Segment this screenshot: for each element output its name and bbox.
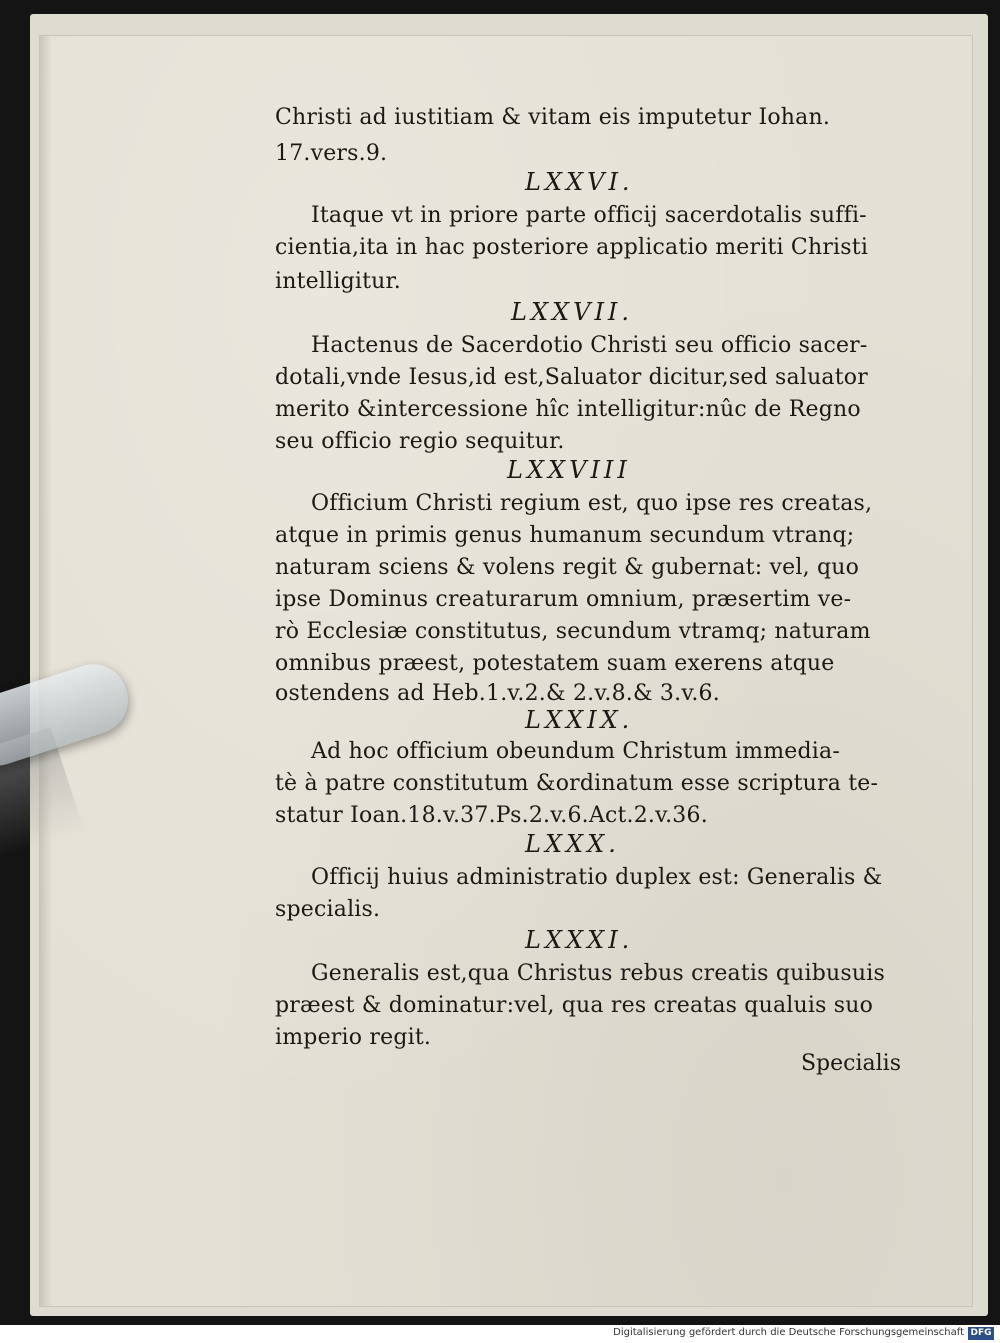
- text-line: Officij huius administratio duplex est: Generalis &: [311, 865, 883, 890]
- text-line: seu officio regio sequitur.: [275, 429, 565, 454]
- text-line: 17.vers.9.: [275, 141, 388, 166]
- text-line: Ad hoc officium obeundum Christum immedia-: [311, 739, 840, 764]
- text-line: intelligitur.: [275, 269, 401, 294]
- text-line: tè à patre constitutum &ordinatum esse scriptura te-: [275, 771, 879, 796]
- footer-credit: Digitalisierung gefördert durch die Deutsche Forschungsgemeinschaft: [613, 1327, 964, 1338]
- text-line: Officium Christi regium est, quo ipse res creatas,: [311, 491, 873, 516]
- text-line: naturam sciens & volens regit & gubernat: vel, quo: [275, 555, 860, 580]
- section-heading: LXXIX.: [525, 706, 634, 734]
- text-line: omnibus præest, potestatem suam exerens atque: [275, 651, 835, 676]
- dfg-logo: DFG: [968, 1327, 994, 1340]
- text-line: Hactenus de Sacerdotio Christi seu officio sacer-: [311, 333, 868, 358]
- text-line: Itaque vt in priore parte officij sacerdotalis suffi-: [311, 203, 867, 228]
- text-line: imperio regit.: [275, 1025, 432, 1050]
- text-line: ipse Dominus creaturarum omnium, præsertim ve-: [275, 587, 852, 612]
- text-line: dotali,vnde Iesus,id est,Saluator dicitur,sed saluator: [275, 365, 868, 390]
- section-heading: LXXVII.: [511, 298, 634, 326]
- section-heading: LXXX.: [525, 830, 620, 858]
- catchword: Specialis: [800, 1051, 901, 1076]
- section-heading: LXXXI.: [525, 926, 634, 954]
- section-heading: LXXVIII: [507, 456, 631, 484]
- text-line: atque in primis genus humanum secundum vtranq;: [275, 523, 855, 548]
- text-line: merito &intercessione hîc intelligitur:nûc de Regno: [275, 397, 861, 422]
- text-line: Generalis est,qua Christus rebus creatis quibusuis: [311, 961, 885, 986]
- text-line: specialis.: [275, 897, 381, 922]
- page-gutter-shadow: [40, 36, 52, 1306]
- text-line: statur Ioan.18.v.37.Ps.2.v.6.Act.2.v.36.: [275, 803, 708, 828]
- section-heading: LXXVI.: [525, 168, 634, 196]
- text-line: cientia,ita in hac posteriore applicatio meriti Christi: [275, 235, 869, 260]
- text-line: præest & dominatur:vel, qua res creatas qualuis suo: [275, 993, 874, 1018]
- text-line: rò Ecclesiæ constitutus, secundum vtramq; naturam: [275, 619, 871, 644]
- text-line: ostendens ad Heb.1.v.2.& 2.v.8.& 3.v.6.: [275, 681, 720, 706]
- text-line: Christi ad iustitiam & vitam eis imputetur Iohan.: [275, 105, 831, 130]
